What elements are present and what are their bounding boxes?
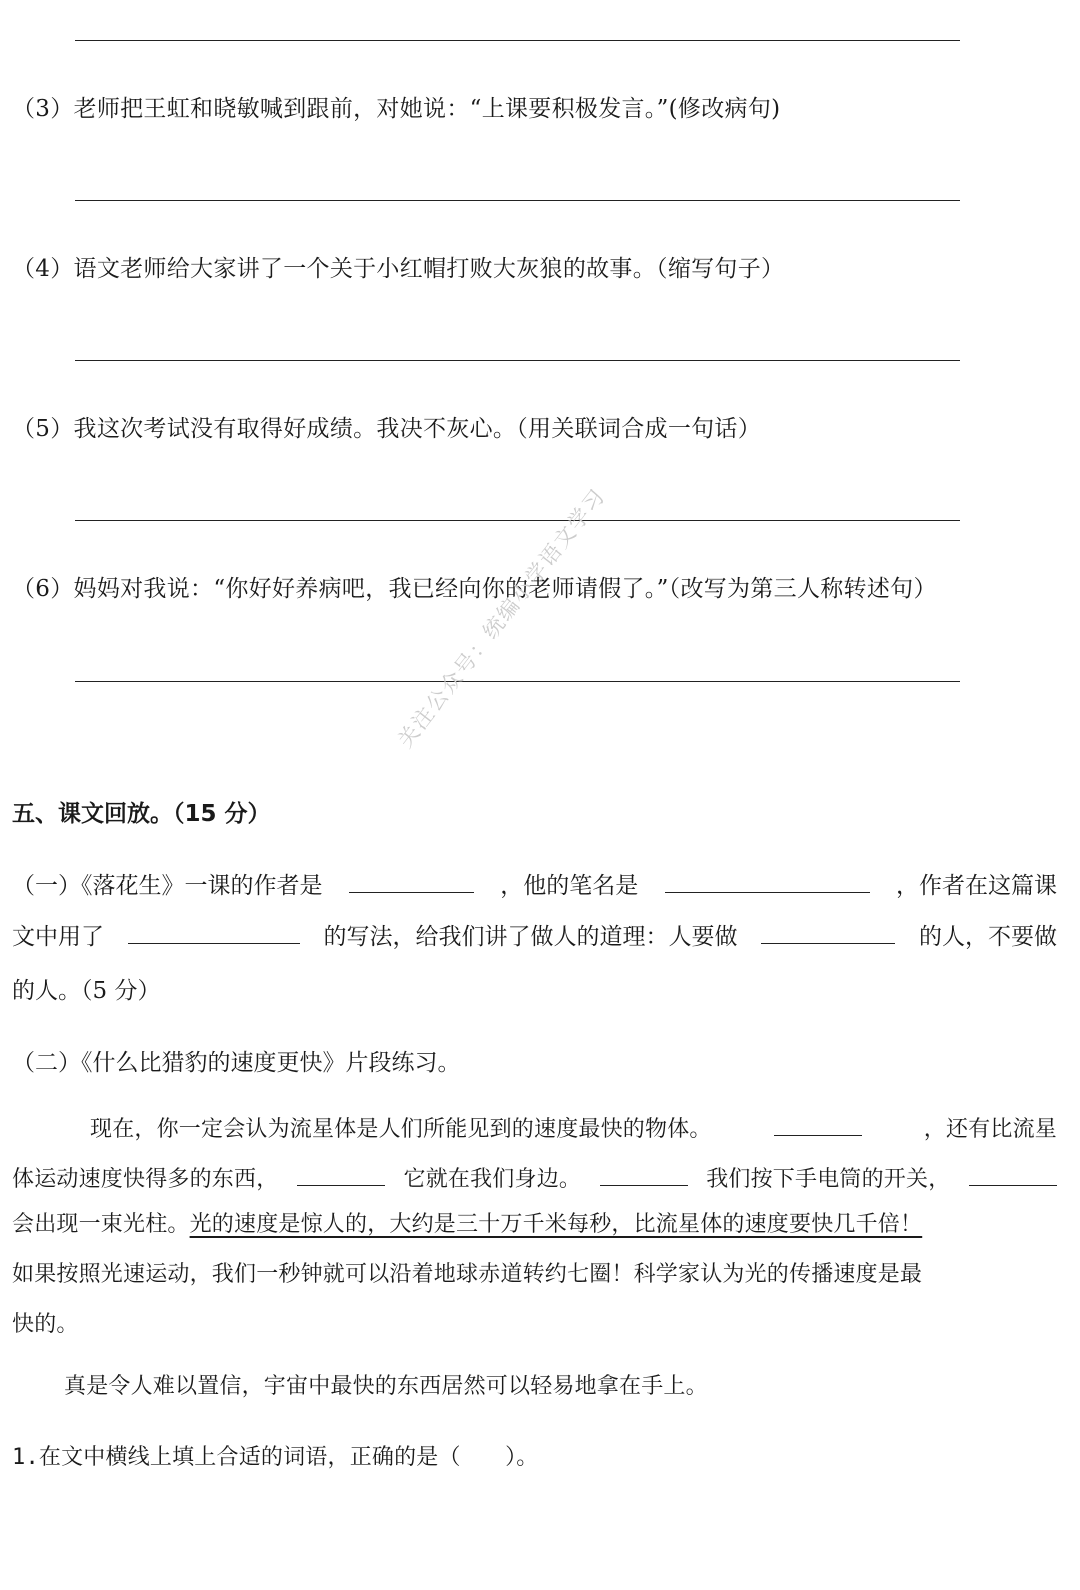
question-4: （4）语文老师给大家讲了一个关于小红帽打败大灰狼的故事。（缩写句子） [12,256,785,282]
question-6: （6）妈妈对我说：“你好好养病吧，我已经向你的老师请假了。”（改写为第三人称转述句） [12,576,937,602]
part1-text: ，他的笔名是 [500,873,639,899]
blank-pen-name[interactable] [665,866,870,893]
part1-line-2 [12,917,1057,953]
subquestion-1: 1.在文中横线上填上合适的词语，正确的是（ ）。 [12,1445,539,1470]
passage-line-5: 快的。 [12,1312,79,1337]
answer-line-q5 [75,520,960,521]
answer-line-q2 [75,40,960,41]
part1-line-1 [12,866,1057,902]
answer-line-q4 [75,360,960,361]
underlined-sentence: 光的速度是惊人的，大约是三十万千米每秒，比流星体的速度要快几千倍！ [189,1212,923,1237]
part1-text: （一）《落花生》一课的作者是 [12,873,323,899]
passage-line-4: 如果按照光速运动，我们一秒钟就可以沿着地球赤道转约七圈！科学家认为光的传播速度是最 [12,1262,923,1287]
answer-line-q3 [75,200,960,201]
passage-line-1 [12,1109,1057,1146]
part2-title: （二）《什么比猎豹的速度更快》片段练习。 [12,1050,461,1076]
blank-author[interactable] [349,866,474,893]
part1-text: 文中用了 [12,924,104,950]
blank-passage-1[interactable] [774,1109,862,1136]
passage-text: 现在，你一定会认为流星体是人们所能见到的速度最快的物体。 [90,1117,712,1142]
passage-text: 会出现一束光柱。 [12,1212,190,1237]
answer-line-q6 [75,681,960,682]
passage-line-2 [12,1159,1057,1196]
blank-passage-2[interactable] [297,1159,385,1186]
part1-line-3: 的人。（5 分） [12,978,161,1004]
passage-text: 我们按下手电筒的开关， [706,1167,951,1192]
blank-writing-method[interactable] [128,917,300,944]
part1-text: 的人，不要做 [919,924,1057,950]
part1-text: ，作者在这篇课 [896,873,1057,899]
part1-text: 的写法，给我们讲了做人的道理：人要做 [323,924,738,950]
blank-be-person[interactable] [761,917,895,944]
passage-text: 它就在我们身边。 [403,1167,582,1192]
section-heading: 五、课文回放。（15 分） [12,801,271,827]
question-5: （5）我这次考试没有取得好成绩。我决不灰心。（用关联词合成一句话） [12,416,762,442]
watermark: 关注公众号：统编小学语文学习 [393,483,611,753]
passage-text: 体运动速度快得多的东西， [12,1167,279,1192]
blank-passage-3[interactable] [600,1159,688,1186]
passage-line-6: 真是令人难以置信，宇宙中最快的东西居然可以轻易地拿在手上。 [64,1374,708,1399]
blank-passage-4[interactable] [969,1159,1057,1186]
passage-text: ，还有比流星 [923,1117,1057,1142]
passage-line-3 [12,1209,1057,1241]
question-3: （3）老师把王虹和晓敏喊到跟前，对她说：“上课要积极发言。”(修改病句) [12,96,781,122]
